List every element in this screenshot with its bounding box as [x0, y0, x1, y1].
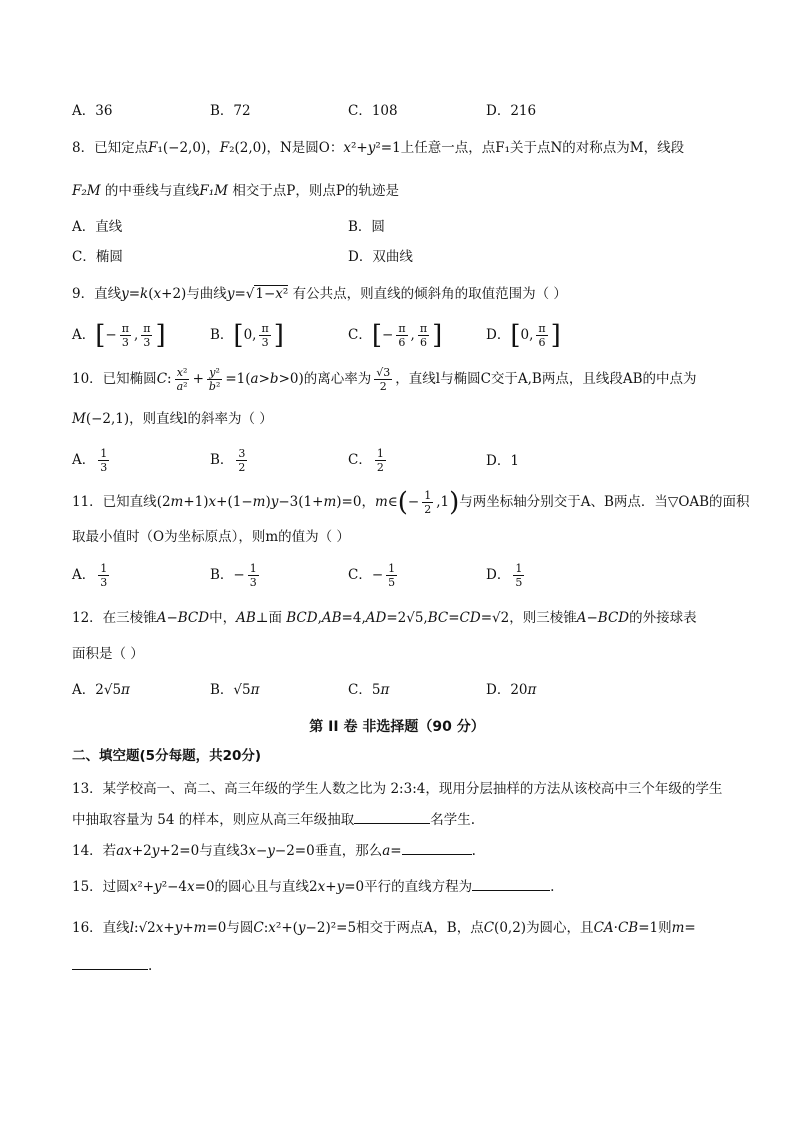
- q14-stem: 14．若ax+2y+2=0与直线3x−y−2=0垂直，那么a= .: [72, 840, 476, 862]
- q11-option-b: B．− $\frac{1}{3}$: [210, 562, 257, 589]
- q12-option-b: B．√5π: [210, 682, 260, 698]
- q8-option-a: A．直线: [72, 219, 123, 235]
- q15-stem: 15．过圆x²+y²−4x=0的圆心且与直线2x+y=0平行的直线方程为 .: [72, 876, 554, 898]
- q8-option-c: C．椭圆: [72, 249, 123, 265]
- q14-answer-blank[interactable]: [402, 840, 472, 855]
- q11-stem-line1: 11．已知直线(2m+1)x+(1−m)y−3(1+m)=0，m∈(− $\frac{1}{2}$ ,1)与两坐标轴分别交于A、B两点．当▽OAB的面积: [72, 487, 750, 518]
- q9-option-c: C．[− $\frac{\pi}{6}$ , $\frac{\pi}{6}$ ]: [348, 320, 443, 351]
- q8-option-d: D．双曲线: [348, 249, 413, 265]
- q10-stem-line1: 10．已知椭圆C: $\frac{\text{x²}}{\text{a²}}$ + $\frac{\text{y²}}{\text{b²}}$ =1(a>b>0)的离心率为 $\frac{√3}{2}$ ，直线l与椭圆C交于A,B两点，且线段AB的中点为: [72, 366, 697, 393]
- q12-stem-line1: 12．在三棱锥A−BCD中，AB⊥面 BCD,AB=4,AD=2√5,BC=CD=√2，则三棱锥A−BCD的外接球表: [72, 610, 697, 626]
- q15-answer-blank[interactable]: [472, 876, 550, 891]
- q10-option-a: A． $\frac{1}{3}$: [72, 447, 108, 474]
- q8-stem-line2: F₂M 的中垂线与直线F₁M 相交于点P，则点P的轨迹是: [72, 183, 399, 199]
- q12-stem-line2: 面积是（ ）: [72, 646, 144, 662]
- q7-option-d: D．216: [486, 103, 537, 119]
- q9-option-a: A．[− $\frac{\pi}{3}$ , $\frac{\pi}{3}$ ]: [72, 320, 166, 351]
- q13-line2: 中抽取容量为 54 的样本，则应从高三年级抽取 名学生.: [72, 809, 475, 831]
- q9-stem: 9．直线y=k(x+2)与曲线y=√1−x² 有公共点，则直线的倾斜角的取值范围为（ ）: [72, 286, 567, 302]
- q10-option-b: B． $\frac{3}{2}$: [210, 447, 246, 474]
- q11-option-d: D． $\frac{1}{5}$: [486, 562, 523, 589]
- q8-stem-line1: 8．已知定点F₁(−2,0)，F₂(2,0)，N是圆O：x²+y²=1上任意一点，点F₁关于点N的对称点为M，线段: [72, 140, 685, 156]
- q11-stem-line2: 取最小值时（O为坐标原点），则m的值为（ ）: [72, 529, 350, 545]
- q8-option-b: B．圆: [348, 219, 385, 235]
- q12-option-d: D．20π: [486, 682, 537, 698]
- q11-option-a: A． $\frac{1}{3}$: [72, 562, 108, 589]
- q13-line1: 13．某学校高一、高二、高三年级的学生人数之比为 2:3:4，现用分层抽样的方法从该校高中三个年级的学生: [72, 781, 723, 797]
- q16-answer-blank[interactable]: [72, 955, 148, 970]
- q10-stem-line2: M(−2,1)，则直线l的斜率为（ ）: [72, 411, 273, 427]
- part2-title: 第 II 卷 非选择题（90 分）: [309, 719, 485, 735]
- q10-option-d: D．1: [486, 453, 519, 469]
- q12-option-c: C．5π: [348, 682, 390, 698]
- q10-option-c: C． $\frac{1}{2}$: [348, 447, 384, 474]
- section2-heading: 二、填空题(5分每题，共20分): [72, 748, 262, 764]
- q9-option-b: B．[0, $\frac{\pi}{3}$ ]: [210, 320, 284, 351]
- q13-answer-blank[interactable]: [354, 809, 430, 824]
- q7-option-a: A．36: [72, 103, 113, 119]
- q12-option-a: A．2√5π: [72, 682, 130, 698]
- q7-option-c: C．108: [348, 103, 398, 119]
- q16-stem: 16．直线l:√2x+y+m=0与圆C:x²+(y−2)²=5相交于两点A，B，点C(0,2)为圆心，且CA·CB=1则m=: [72, 920, 696, 936]
- q11-option-c: C．− $\frac{1}{5}$: [348, 562, 396, 589]
- q9-option-d: D．[0, $\frac{\pi}{6}$ ]: [486, 320, 561, 351]
- q16-answer-line: .: [72, 955, 152, 977]
- q7-option-b: B．72: [210, 103, 251, 119]
